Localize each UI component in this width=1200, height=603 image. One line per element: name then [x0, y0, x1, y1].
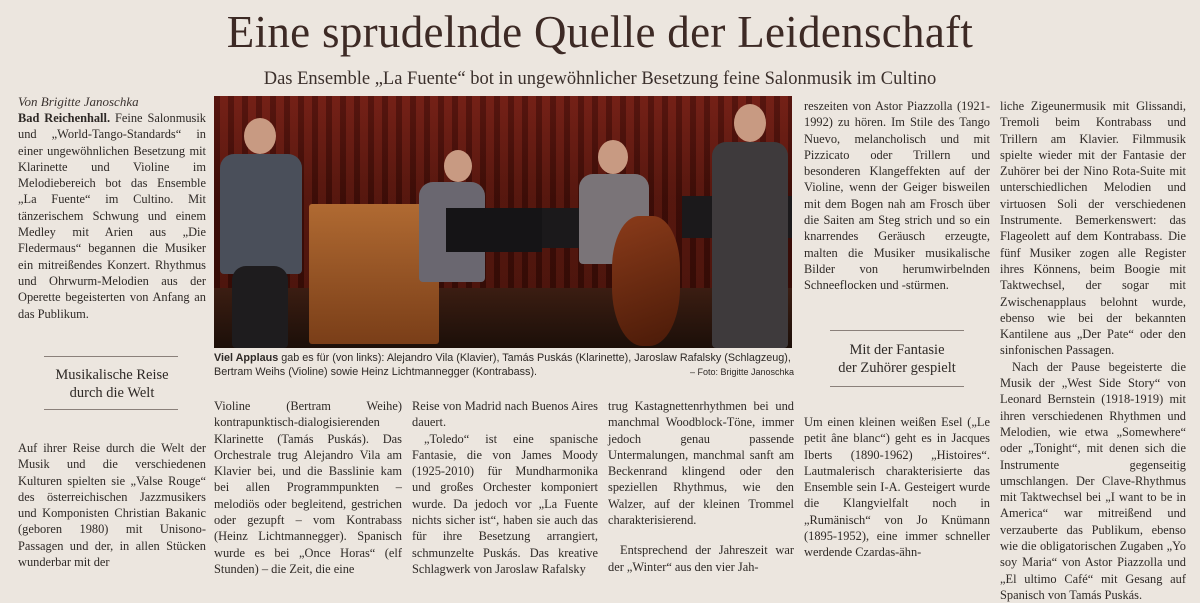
article-column-3: [412, 398, 598, 580]
music-stand: [446, 208, 542, 252]
box-rule-bottom: [830, 386, 964, 387]
article-column-6: [1000, 98, 1186, 602]
subheadline: Das Ensemble „La Fuente“ bot in ungewöhnlicher Besetzung feine Salonmusik im Cultino: [263, 69, 937, 89]
paragraph: Violine (Bertram Weihe) kontrapunktisch-dialogisierenden Klarinette (Tamás Puskás). Das Orchestrale trug Alejandro Vila am Klavier bei, und die Basslinie kam bei allen Programmpunkten – melodiös oder begleitend, gestrichen oder gezupft – vom Kontrabass (Heinz Lichtmannegger). Spanisch wurde es bei „Once Horas“ (elf Stunden) – die Zeit, die eine: [214, 399, 402, 576]
paragraph: „Toledo“ ist eine spanische Fantasie, die von James Moody (1925-2010) für Mundharmonika und großes Orchester komponiert wurde. Da jedoch vor „La Fuente nichts sicher ist“, haben sie auch das für ihre Besetzung arrangiert, schmunzelte Puskás. Das kreative Schlagwerk von Jaroslaw Rafalsky: [412, 431, 598, 576]
subheading-line-1: Musikalische Reise: [55, 367, 169, 383]
paragraph: trug Kastagnettenrhythmen bei und manchmal Woodblock-Töne, immer jedoch genau passende Untermalungen, manchmal sanft am Beckenrand klingend oder den speziellen Rhythmus, wie den Walzer, auf der kleinen Trommel charakterisierend.: [608, 399, 794, 528]
lead-place: Bad Reichenhall.: [18, 111, 111, 125]
photo-caption: [214, 351, 794, 379]
headline: Eine sprudelnde Quelle der Leidenschaft: [226, 7, 974, 57]
double-bass: [612, 216, 680, 346]
caption-text: gab es für (von links): Alejandro Vila (Klavier), Tamás Puskás (Klarinette), Jaroslaw Rafalsky (Schlagzeug), Bertram Weihs (Violine) sowie Heinz Lichtmannegger (Kontrabass).: [214, 352, 791, 378]
subheading-line-1: Mit der Fantasie: [849, 342, 945, 358]
subheading-fantasie: [804, 341, 990, 377]
article-column-5-continued: [804, 414, 990, 580]
box-rule-top: [830, 330, 964, 331]
paragraph: liche Zigeunermusik mit Glissandi, Tremoli beim Kontrabass und Trillern am Klavier. Filmmusik spielte wieder mit der Fantasie der Zuhörer bei der Nino Rota-Suite mit unterschiedlichen Melodien und virtuosen Soli der verschiedenen Instrumente. Bemerkenswert: das Flageolett auf dem Kontrabass. Die fünf Musiker zogen alle Register ihres Könnens, beim Boogie mit Taktwechsel, der sogar mit Zwischenapplaus belohnt wurde, ebenso wie bei der bekannten Kantilene aus „Der Pate“ oder den sinfonischen Passagen.: [1000, 99, 1186, 358]
paragraph: Entsprechend der Jahreszeit war der „Winter“ aus den vier Jah-: [608, 543, 794, 574]
article-column-5: [804, 98, 990, 310]
lead-text: Feine Salonmusik und „World-Tango-Standards“ in einer ungewöhnlichen Besetzung mit Klarinette und Violine im Melodiebereich bot das Ensemble „La Fuente“ im Cultino. Mit tänzerischem Schwung und einem Medley mit Arien aus „Die Fledermaus“ begannen die Musiker ein mitreißendes Konzert. Rhythmus und Ohrwurm-Melodien aus der Operette begeisterten von Anfang an das Publikum.: [18, 111, 206, 321]
paragraph: Nach der Pause begeisterte die Musik der „West Side Story“ von Leonard Bernstein (1918-1919) mit ihren verschiedenen Rhythmen und Melodien, wie etwa „Somewhere“ oder „Tonight“, mit denen sich die Instrumente gegenseitig umschlangen. Der Clave-Rhythmus mit Taktwechsel bei „I want to be in America“ war mitreißend und verzauberte das Publikum, ebenso wie die obligatorischen Zugaben „Yo soy Maria“ von Astor Piazzolla und „El ultimo Café“ mit Gesang auf Spanisch von Tamás Puskás.: [1000, 359, 1186, 602]
paragraph: Um einen kleinen weißen Esel („Le petit âne blanc“) geht es in Jacques Iberts (1890-1962) „Histoires“. Lautmalerisch charakterisierte das Ensemble sein I-A. Gesteigert wurde die Klangvielfalt noch in „Rumänisch“ von Jo Knümann (1895-1952), eine immer schneller werdende Czardas-ähn-: [804, 415, 990, 560]
subheading-musikalische-reise: [18, 366, 206, 402]
byline: Von Brigitte Janoschka: [18, 94, 139, 109]
article-column-1: [18, 110, 206, 335]
box-rule-bottom: [44, 409, 178, 410]
paragraph: Reise von Madrid nach Buenos Aires dauert.: [412, 399, 598, 430]
subheading-line-2: der Zuhörer gespielt: [838, 360, 956, 376]
box-rule-top: [44, 356, 178, 357]
article-column-1-continued: [18, 440, 206, 580]
photo-credit: – Foto: Brigitte Janoschka: [689, 367, 794, 377]
paragraph: reszeiten von Astor Piazzolla (1921-1992) zu hören. Im Stile des Tango Nuevo, melancholisch und mit Pizzicato oder Trillern und besonderen Klangeffekten auf der Violine, wenn der Geiger bisweilen mit dem Bogen nah am Frosch über die Saiten am Steg strich und so ein knarrendes Geräusch erzeugte, malten die Musiker musikalische Bilder von herumwirbelnden Schneeflocken und -stürmen.: [804, 99, 990, 293]
subheading-line-2: durch die Welt: [69, 385, 155, 401]
article-column-4: [608, 398, 794, 580]
ensemble-photo: [214, 96, 792, 348]
article-column-2: [214, 398, 402, 580]
caption-bold: Viel Applaus: [214, 352, 279, 364]
paragraph: Auf ihrer Reise durch die Welt der Musik und die verschiedenen Kulturen spielten sie „Valse Rouge“ des österreichischen Jazzmusikers und Komponisten Christian Bakanic (geboren 1980) mit Unisono-Passagen und der, in allen Stücken wunderbar mit der: [18, 441, 206, 570]
